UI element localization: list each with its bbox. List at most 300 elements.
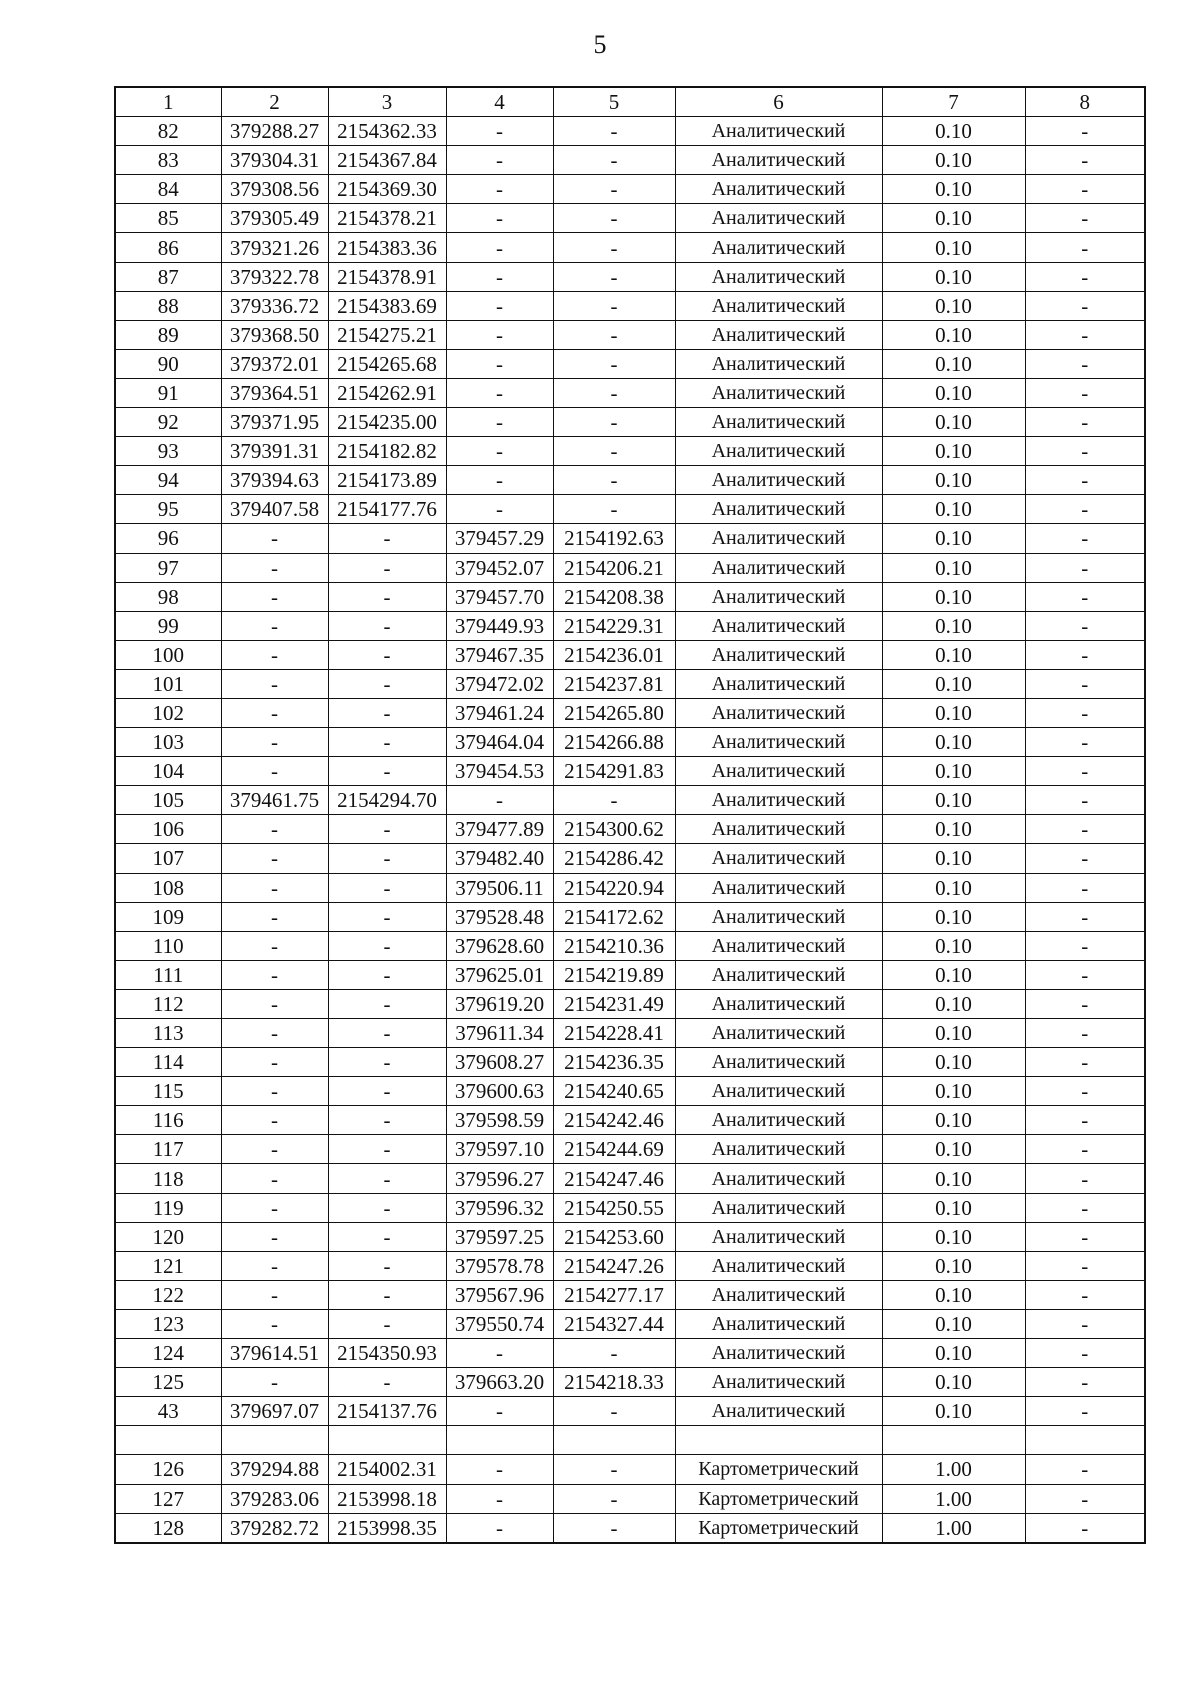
table-cell: - xyxy=(553,117,675,146)
table-row xyxy=(115,1106,1145,1135)
table-row xyxy=(115,495,1145,524)
table-row xyxy=(115,1251,1145,1280)
table-cell: Аналитический xyxy=(675,728,882,757)
table-cell: 92 xyxy=(115,408,221,437)
table-cell: - xyxy=(1025,233,1145,262)
table-cell: 125 xyxy=(115,1368,221,1397)
table-cell: 0.10 xyxy=(882,728,1025,757)
table-cell: - xyxy=(553,1484,675,1513)
table-cell: - xyxy=(221,873,328,902)
table-cell: 0.10 xyxy=(882,1397,1025,1426)
table-cell: - xyxy=(1025,1368,1145,1397)
table-cell: - xyxy=(328,524,446,553)
table-cell: Аналитический xyxy=(675,989,882,1018)
table-cell: - xyxy=(446,262,553,291)
table-cell: 379305.49 xyxy=(221,204,328,233)
table-cell: - xyxy=(1025,175,1145,204)
table-cell: 2154262.91 xyxy=(328,378,446,407)
table-cell: - xyxy=(553,408,675,437)
table-cell: 379294.88 xyxy=(221,1455,328,1484)
table-cell: - xyxy=(553,233,675,262)
table-cell: 98 xyxy=(115,582,221,611)
table-cell: - xyxy=(221,757,328,786)
table-row xyxy=(115,1193,1145,1222)
table-cell: Картометрический xyxy=(675,1513,882,1543)
table-cell: 2154173.89 xyxy=(328,466,446,495)
table-cell: - xyxy=(1025,960,1145,989)
table-cell: - xyxy=(328,1135,446,1164)
table-cell: 379322.78 xyxy=(221,262,328,291)
table-cell: - xyxy=(221,582,328,611)
table-cell: 2154177.76 xyxy=(328,495,446,524)
table-row xyxy=(115,349,1145,378)
table-cell: - xyxy=(1025,1455,1145,1484)
table-cell: - xyxy=(328,1222,446,1251)
table-cell: 1.00 xyxy=(882,1455,1025,1484)
table-cell: - xyxy=(221,1048,328,1077)
table-cell: 379597.10 xyxy=(446,1135,553,1164)
table-cell: 0.10 xyxy=(882,233,1025,262)
table-cell: - xyxy=(221,669,328,698)
table-cell: 121 xyxy=(115,1251,221,1280)
table-cell: 379457.70 xyxy=(446,582,553,611)
table-row xyxy=(115,960,1145,989)
table-cell xyxy=(115,1426,221,1455)
table-cell: Аналитический xyxy=(675,378,882,407)
table-cell: - xyxy=(446,408,553,437)
table-cell: 0.10 xyxy=(882,117,1025,146)
table-cell: 114 xyxy=(115,1048,221,1077)
table-cell: - xyxy=(221,728,328,757)
column-header-3: 3 xyxy=(328,87,446,117)
table-row xyxy=(115,989,1145,1018)
table-cell: - xyxy=(221,960,328,989)
table-cell: 0.10 xyxy=(882,989,1025,1018)
table-cell: - xyxy=(221,1019,328,1048)
table-cell: 106 xyxy=(115,815,221,844)
table-row xyxy=(115,1135,1145,1164)
table-cell: 0.10 xyxy=(882,262,1025,291)
table-cell: 0.10 xyxy=(882,1368,1025,1397)
table-cell: 118 xyxy=(115,1164,221,1193)
table-cell: - xyxy=(553,466,675,495)
table-cell: - xyxy=(221,989,328,1018)
table-cell: 379663.20 xyxy=(446,1368,553,1397)
table-cell: - xyxy=(1025,117,1145,146)
table-cell: - xyxy=(553,146,675,175)
table-cell: 0.10 xyxy=(882,1164,1025,1193)
table-row xyxy=(115,844,1145,873)
table-cell: 43 xyxy=(115,1397,221,1426)
table-cell: 2154137.76 xyxy=(328,1397,446,1426)
table-cell: - xyxy=(221,611,328,640)
table-cell: 109 xyxy=(115,902,221,931)
table-cell: Аналитический xyxy=(675,466,882,495)
table-cell: - xyxy=(553,378,675,407)
table-row xyxy=(115,1222,1145,1251)
table-cell: - xyxy=(446,1339,553,1368)
table-cell: - xyxy=(1025,495,1145,524)
table-cell: - xyxy=(328,931,446,960)
table-cell: 0.10 xyxy=(882,757,1025,786)
table-cell: 2154218.33 xyxy=(553,1368,675,1397)
table-cell: 2153998.35 xyxy=(328,1513,446,1543)
table-cell: 0.10 xyxy=(882,204,1025,233)
table-cell: 2154247.26 xyxy=(553,1251,675,1280)
table-cell: 379394.63 xyxy=(221,466,328,495)
table-cell: Аналитический xyxy=(675,960,882,989)
table-cell: 379578.78 xyxy=(446,1251,553,1280)
table-cell: 379364.51 xyxy=(221,378,328,407)
table-cell: 379391.31 xyxy=(221,437,328,466)
table-cell: Аналитический xyxy=(675,873,882,902)
table-cell: 2154192.63 xyxy=(553,524,675,553)
table-cell: 0.10 xyxy=(882,524,1025,553)
table-cell: - xyxy=(221,1222,328,1251)
table-row xyxy=(115,1164,1145,1193)
table-cell: - xyxy=(1025,1077,1145,1106)
table-cell: - xyxy=(553,786,675,815)
table-row xyxy=(115,466,1145,495)
table-cell: 2154242.46 xyxy=(553,1106,675,1135)
table-cell: 2154235.00 xyxy=(328,408,446,437)
table-cell: 0.10 xyxy=(882,1106,1025,1135)
table-cell: Картометрический xyxy=(675,1484,882,1513)
table-cell: 379461.24 xyxy=(446,698,553,727)
table-cell: 379608.27 xyxy=(446,1048,553,1077)
table-cell: - xyxy=(328,582,446,611)
table-cell: - xyxy=(1025,582,1145,611)
table-cell: 0.10 xyxy=(882,320,1025,349)
table-row xyxy=(115,1280,1145,1309)
table-cell: - xyxy=(1025,669,1145,698)
table-cell: - xyxy=(553,291,675,320)
table-cell: 379596.32 xyxy=(446,1193,553,1222)
table-cell: - xyxy=(446,117,553,146)
table-cell: 379614.51 xyxy=(221,1339,328,1368)
column-header-4: 4 xyxy=(446,87,553,117)
table-cell: 2154229.31 xyxy=(553,611,675,640)
table-cell: - xyxy=(328,553,446,582)
table-cell: - xyxy=(446,349,553,378)
table-cell: 105 xyxy=(115,786,221,815)
table-cell: 108 xyxy=(115,873,221,902)
table-header-row xyxy=(115,87,1145,117)
table-row xyxy=(115,204,1145,233)
table-cell: - xyxy=(221,1077,328,1106)
table-cell: 99 xyxy=(115,611,221,640)
table-cell: 0.10 xyxy=(882,960,1025,989)
table-cell: - xyxy=(1025,1164,1145,1193)
table-cell: - xyxy=(553,1513,675,1543)
table-cell: 2154240.65 xyxy=(553,1077,675,1106)
table-cell: - xyxy=(446,233,553,262)
table-cell: Аналитический xyxy=(675,1280,882,1309)
table-cell: 379454.53 xyxy=(446,757,553,786)
table-cell: 0.10 xyxy=(882,1048,1025,1077)
table-cell: 116 xyxy=(115,1106,221,1135)
table-cell: 1.00 xyxy=(882,1484,1025,1513)
table-cell: - xyxy=(1025,1048,1145,1077)
table-cell: - xyxy=(1025,786,1145,815)
table-cell: 0.10 xyxy=(882,1077,1025,1106)
table-row xyxy=(115,1309,1145,1338)
column-header-8: 8 xyxy=(1025,87,1145,117)
table-cell: 379600.63 xyxy=(446,1077,553,1106)
table-cell: 2154265.80 xyxy=(553,698,675,727)
table-cell: 83 xyxy=(115,146,221,175)
table-cell: 0.10 xyxy=(882,582,1025,611)
table-cell: 85 xyxy=(115,204,221,233)
table-cell: - xyxy=(328,873,446,902)
table-cell: - xyxy=(328,1368,446,1397)
table-cell: 0.10 xyxy=(882,378,1025,407)
table-cell: - xyxy=(1025,902,1145,931)
table-cell: Аналитический xyxy=(675,1135,882,1164)
table-row xyxy=(115,320,1145,349)
table-cell xyxy=(221,1426,328,1455)
table-cell: Аналитический xyxy=(675,320,882,349)
table-cell: Аналитический xyxy=(675,902,882,931)
table-cell: 2154250.55 xyxy=(553,1193,675,1222)
table-row xyxy=(115,815,1145,844)
page-number: 5 xyxy=(593,30,607,59)
table-cell: 379697.07 xyxy=(221,1397,328,1426)
table-cell: 110 xyxy=(115,931,221,960)
table-cell: - xyxy=(1025,262,1145,291)
table-cell: 101 xyxy=(115,669,221,698)
table-cell: 0.10 xyxy=(882,1339,1025,1368)
table-cell: 2154350.93 xyxy=(328,1339,446,1368)
table-cell: Аналитический xyxy=(675,1019,882,1048)
table-cell: - xyxy=(221,844,328,873)
table-cell: 0.10 xyxy=(882,495,1025,524)
table-cell: 379407.58 xyxy=(221,495,328,524)
table-row xyxy=(115,786,1145,815)
table-row xyxy=(115,117,1145,146)
table-cell: 2154265.68 xyxy=(328,349,446,378)
table-cell: - xyxy=(1025,728,1145,757)
table-cell: - xyxy=(328,698,446,727)
table-row xyxy=(115,378,1145,407)
table-cell: 2154378.21 xyxy=(328,204,446,233)
table-row xyxy=(115,757,1145,786)
column-header-5: 5 xyxy=(553,87,675,117)
table-cell: 379477.89 xyxy=(446,815,553,844)
table-cell: - xyxy=(446,320,553,349)
table-cell: - xyxy=(221,698,328,727)
table-cell: - xyxy=(1025,524,1145,553)
table-cell: 0.10 xyxy=(882,698,1025,727)
table-cell: 0.10 xyxy=(882,349,1025,378)
table-row xyxy=(115,1077,1145,1106)
table-cell: 88 xyxy=(115,291,221,320)
table-cell: 2154231.49 xyxy=(553,989,675,1018)
table-cell: 2154369.30 xyxy=(328,175,446,204)
table-cell: - xyxy=(328,1048,446,1077)
column-header-1: 1 xyxy=(115,87,221,117)
column-header-6: 6 xyxy=(675,87,882,117)
table-cell: Аналитический xyxy=(675,1193,882,1222)
table-cell: 2154378.91 xyxy=(328,262,446,291)
table-cell: 0.10 xyxy=(882,437,1025,466)
table-cell: 379528.48 xyxy=(446,902,553,931)
table-cell: - xyxy=(1025,146,1145,175)
table-cell: - xyxy=(1025,291,1145,320)
table-cell: - xyxy=(446,466,553,495)
table-cell: 379371.95 xyxy=(221,408,328,437)
table-cell: 2154247.46 xyxy=(553,1164,675,1193)
table-cell: Аналитический xyxy=(675,495,882,524)
table-cell: 0.10 xyxy=(882,175,1025,204)
table-cell: Аналитический xyxy=(675,844,882,873)
table-cell: Аналитический xyxy=(675,611,882,640)
table-cell: 94 xyxy=(115,466,221,495)
table-cell: - xyxy=(221,1135,328,1164)
table-cell: 379467.35 xyxy=(446,640,553,669)
table-cell: - xyxy=(221,524,328,553)
table-cell: - xyxy=(328,1077,446,1106)
table-cell xyxy=(328,1426,446,1455)
table-cell: 379449.93 xyxy=(446,611,553,640)
table-cell: 2154208.38 xyxy=(553,582,675,611)
table-cell: - xyxy=(1025,1135,1145,1164)
table-row xyxy=(115,291,1145,320)
table-cell: Аналитический xyxy=(675,291,882,320)
table-cell: - xyxy=(221,1106,328,1135)
table-cell: - xyxy=(553,204,675,233)
table-row xyxy=(115,1339,1145,1368)
table-row xyxy=(115,1455,1145,1484)
table-cell: 379368.50 xyxy=(221,320,328,349)
table-cell: 379336.72 xyxy=(221,291,328,320)
table-cell: 122 xyxy=(115,1280,221,1309)
table-cell: - xyxy=(1025,931,1145,960)
table-cell: 379628.60 xyxy=(446,931,553,960)
table-cell: 86 xyxy=(115,233,221,262)
table-cell: 2154002.31 xyxy=(328,1455,446,1484)
table-cell: 2154236.01 xyxy=(553,640,675,669)
table-cell: 2154291.83 xyxy=(553,757,675,786)
table-cell: - xyxy=(446,146,553,175)
table-cell: - xyxy=(446,204,553,233)
table-cell: - xyxy=(1025,1019,1145,1048)
table-cell: 0.10 xyxy=(882,146,1025,175)
table-cell: 93 xyxy=(115,437,221,466)
table-cell: - xyxy=(221,640,328,669)
table-cell: - xyxy=(1025,1397,1145,1426)
table-cell: 84 xyxy=(115,175,221,204)
table-cell: 0.10 xyxy=(882,466,1025,495)
table-cell: - xyxy=(1025,1193,1145,1222)
table-row xyxy=(115,1397,1145,1426)
table-cell: - xyxy=(553,1455,675,1484)
table-cell: Аналитический xyxy=(675,931,882,960)
table-cell: - xyxy=(446,786,553,815)
table-cell: 96 xyxy=(115,524,221,553)
table-cell: 124 xyxy=(115,1339,221,1368)
table-cell: 379550.74 xyxy=(446,1309,553,1338)
table-cell: Картометрический xyxy=(675,1455,882,1484)
table-cell: - xyxy=(1025,349,1145,378)
table-cell: - xyxy=(328,844,446,873)
table-cell: - xyxy=(328,989,446,1018)
table-cell: 115 xyxy=(115,1077,221,1106)
table-cell: Аналитический xyxy=(675,1106,882,1135)
table-cell: - xyxy=(1025,698,1145,727)
table-cell: 2153998.18 xyxy=(328,1484,446,1513)
table-cell: 379464.04 xyxy=(446,728,553,757)
column-header-2: 2 xyxy=(221,87,328,117)
table-cell xyxy=(553,1426,675,1455)
table-row xyxy=(115,1019,1145,1048)
table-cell: Аналитический xyxy=(675,524,882,553)
table-cell: - xyxy=(1025,437,1145,466)
table-cell: - xyxy=(446,495,553,524)
table-cell: - xyxy=(328,669,446,698)
table-cell: 379288.27 xyxy=(221,117,328,146)
table-cell: - xyxy=(328,1164,446,1193)
table-cell: - xyxy=(1025,1513,1145,1543)
table-cell: - xyxy=(328,640,446,669)
table-cell: 102 xyxy=(115,698,221,727)
table-cell: - xyxy=(1025,1309,1145,1338)
table-cell: 379597.25 xyxy=(446,1222,553,1251)
table-cell: Аналитический xyxy=(675,1339,882,1368)
table-cell: - xyxy=(328,1280,446,1309)
table-cell: - xyxy=(328,1193,446,1222)
table-cell: 0.10 xyxy=(882,902,1025,931)
table-cell: Аналитический xyxy=(675,117,882,146)
table-cell: Аналитический xyxy=(675,757,882,786)
table-cell: 126 xyxy=(115,1455,221,1484)
table-cell: 379308.56 xyxy=(221,175,328,204)
table-cell: 0.10 xyxy=(882,873,1025,902)
table-cell: 104 xyxy=(115,757,221,786)
table-cell: 111 xyxy=(115,960,221,989)
table-cell: - xyxy=(221,1164,328,1193)
table-row xyxy=(115,1513,1145,1543)
table-cell: - xyxy=(553,320,675,349)
table-cell: 113 xyxy=(115,1019,221,1048)
table-cell: 1.00 xyxy=(882,1513,1025,1543)
table-cell: 0.10 xyxy=(882,1135,1025,1164)
table-cell: 0.10 xyxy=(882,1309,1025,1338)
table-cell: - xyxy=(553,262,675,291)
table-cell: 379596.27 xyxy=(446,1164,553,1193)
table-cell: 379482.40 xyxy=(446,844,553,873)
table-cell: 2154294.70 xyxy=(328,786,446,815)
table-cell: 123 xyxy=(115,1309,221,1338)
table-cell: - xyxy=(1025,408,1145,437)
table-cell: 2154219.89 xyxy=(553,960,675,989)
table-cell: Аналитический xyxy=(675,582,882,611)
table-cell: 379472.02 xyxy=(446,669,553,698)
table-cell: - xyxy=(1025,1280,1145,1309)
table-cell: 2154244.69 xyxy=(553,1135,675,1164)
table-cell: 0.10 xyxy=(882,815,1025,844)
table-cell: 2154182.82 xyxy=(328,437,446,466)
table-cell: - xyxy=(1025,1484,1145,1513)
table-cell: - xyxy=(221,815,328,844)
table-cell: Аналитический xyxy=(675,1222,882,1251)
table-cell: 119 xyxy=(115,1193,221,1222)
table-cell: 2154172.62 xyxy=(553,902,675,931)
table-cell xyxy=(882,1426,1025,1455)
table-cell: - xyxy=(328,611,446,640)
table-cell: - xyxy=(328,1019,446,1048)
table-cell: - xyxy=(221,1368,328,1397)
